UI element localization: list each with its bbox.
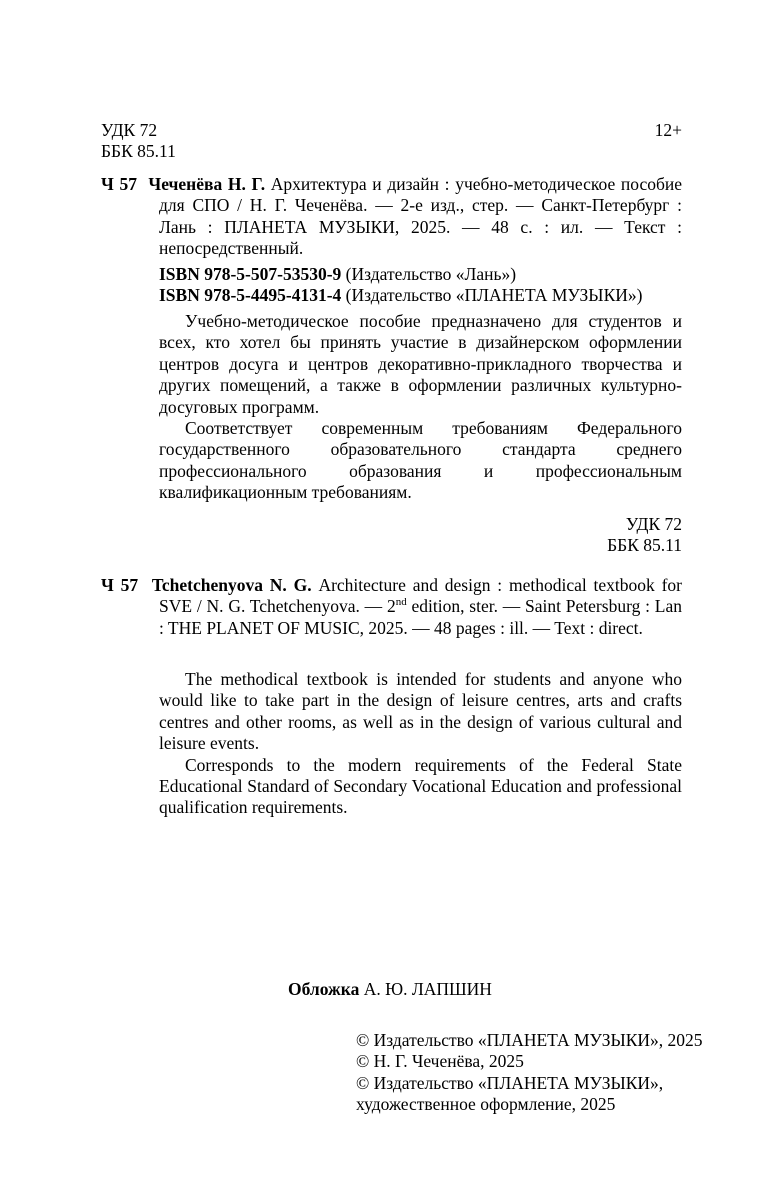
isbn-publisher: (Издательство «ПЛАНЕТА МУЗЫКИ») [345, 285, 643, 306]
isbn-publisher: (Издательство «Лань») [345, 264, 517, 284]
ru-biblio-description: Архитектура и дизайн : учебно-методическое пособие для СПО / Н. Г. Чеченёва. — 2-е изд., стер. — Санкт-Петербург : Лань : ПЛАНЕТА МУЗЫКИ, 2025. — 48 с. : ил. — Текст : непосредственный. [159, 174, 683, 259]
header-udk: УДК 72 [101, 120, 158, 140]
en-biblio-superscript: nd [395, 596, 407, 609]
en-author-mark: Ч 57 [101, 575, 139, 595]
isbn-block [159, 264, 719, 307]
copyright-line: © Издательство «ПЛАНЕТА МУЗЫКИ», 2025 [356, 1030, 703, 1050]
ru-author: Чеченёва Н. Г. [148, 174, 266, 194]
age-rating-badge: 12+ [654, 120, 682, 140]
header-bbk: ББК 85.11 [101, 141, 176, 162]
header-classification [101, 120, 682, 163]
cover-credit-label: Обложка [288, 979, 360, 999]
ru-bbk: ББК 85.11 [607, 535, 682, 556]
en-biblio-description: Architecture and design : methodical textbook for SVE / N. G. Tchetchenyova. — 2 [159, 575, 683, 617]
en-author: Tchetchenyova N. G. [151, 575, 312, 595]
en-bibliographic-record [101, 575, 682, 639]
cover-credit [288, 979, 492, 1000]
ru-annotation [159, 311, 682, 504]
isbn-line-planeta: ISBN 978-5-4495-4131-4 (Издательство «ПЛАНЕТА МУЗЫКИ») [159, 285, 643, 306]
isbn-line-lan: ISBN 978-5-507-53530-9 (Издательство «Лань») [159, 264, 517, 284]
copyright-line: © Н. Г. Чеченёва, 2025 [356, 1051, 524, 1072]
copyright-line: художественное оформление, 2025 [356, 1094, 616, 1115]
en-biblio-description-end: edition, ster. — Saint Petersburg : Lan : THE PLANET OF MUSIC, 2025. — 48 pages : ill. — Text : direct. [159, 596, 682, 638]
ru-annotation-paragraph: Соответствует современным требованиям Федерального государственного образовательного стандарта среднего профессионального образования и профессиональным квалификационным требованиям. [159, 418, 682, 503]
ru-author-mark: Ч 57 [101, 174, 138, 194]
cover-credit-name: А. Ю. ЛАПШИН [363, 979, 492, 999]
ru-classification [450, 514, 682, 557]
en-annotation-paragraph: The methodical textbook is intended for students and anyone who would like to take part in the design of leisure centres, arts and crafts centres and other rooms, as well as in the design of various cultural and leisure events. [159, 669, 682, 754]
copyright-line: © Издательство «ПЛАНЕТА МУЗЫКИ», [356, 1072, 664, 1093]
isbn-number: 978-5-4495-4131-4 [204, 285, 342, 306]
en-annotation [159, 669, 682, 819]
isbn-number: 978-5-507-53530-9 [204, 264, 342, 284]
ru-annotation-paragraph: Учебно-методическое пособие предназначено для студентов и всех, кто хотел бы принять участие в дизайнерском оформлении центров досуга и центров декоративно-прикладного творчества и других помещений, а также в оформлении различных культурно-досуговых программ. [159, 311, 682, 417]
ru-bibliographic-record [101, 174, 682, 260]
en-annotation-paragraph: Corresponds to the modern requirements of the Federal State Educational Standard of Secondary Vocational Education and professional qualification requirements. [159, 754, 682, 818]
ru-udk: УДК 72 [625, 514, 682, 534]
copyright-block [356, 1030, 703, 1116]
